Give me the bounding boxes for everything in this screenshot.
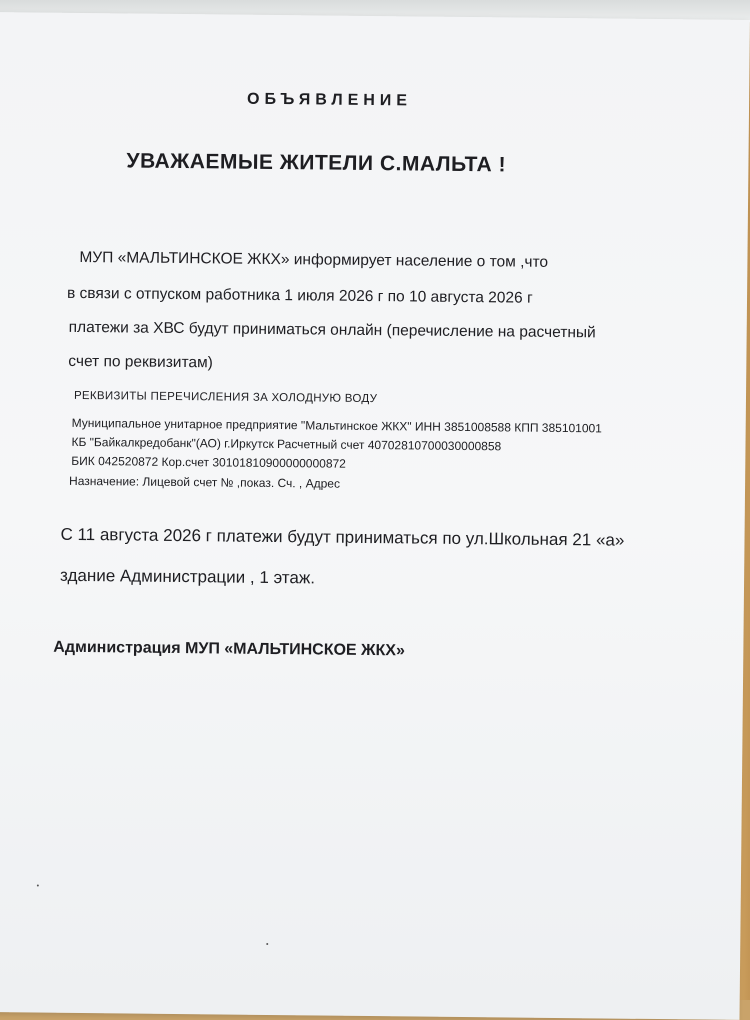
second-paragraph-line: здание Администрации , 1 этаж. — [60, 565, 316, 588]
notice-sheet — [0, 12, 750, 1020]
paragraph-line: в связи с отпуском работника 1 июля 2026 г по 10 августа 2026 г — [66, 284, 533, 307]
second-paragraph-line: С 11 августа 2026 г платежи будут приниматься по ул.Школьная 21 «а» — [60, 524, 625, 550]
requisites-heading: РЕКВИЗИТЫ ПЕРЕЧИСЛЕНИЯ ЗА ХОЛОДНУЮ ВОДУ — [73, 389, 378, 406]
paper-speck — [37, 885, 39, 887]
paper-speck — [266, 943, 268, 945]
requisites-line: Назначение: Лицевой счет № ,показ. Сч. , Адрес — [69, 473, 341, 491]
paragraph-line: МУП «МАЛЬТИНСКОЕ ЖКХ» информирует население о том ,что — [79, 248, 549, 271]
requisites-line: Муниципальное унитарное предприятие "Мальтинское ЖКХ" ИНН 3851008588 КПП 385101001 — [71, 415, 602, 436]
signature: Администрация МУП «МАЛЬТИНСКОЕ ЖКХ» — [53, 638, 405, 660]
notice-heading: ОБЪЯВЛЕНИЕ — [247, 90, 413, 110]
paragraph-line: платежи за ХВС будут приниматься онлайн (перечисление на расчетный — [68, 318, 596, 342]
requisites-line: БИК 042520872 Кор.счет 30101810900000000872 — [71, 453, 346, 471]
paragraph-line: счет по реквизитам) — [68, 352, 213, 372]
requisites-line: КБ "Байкалкредобанк"(АО) г.Иркутск Расчетный счет 40702810700030000858 — [71, 434, 502, 454]
notice-title: УВАЖАЕМЫЕ ЖИТЕЛИ С.МАЛЬТА ! — [126, 149, 507, 177]
